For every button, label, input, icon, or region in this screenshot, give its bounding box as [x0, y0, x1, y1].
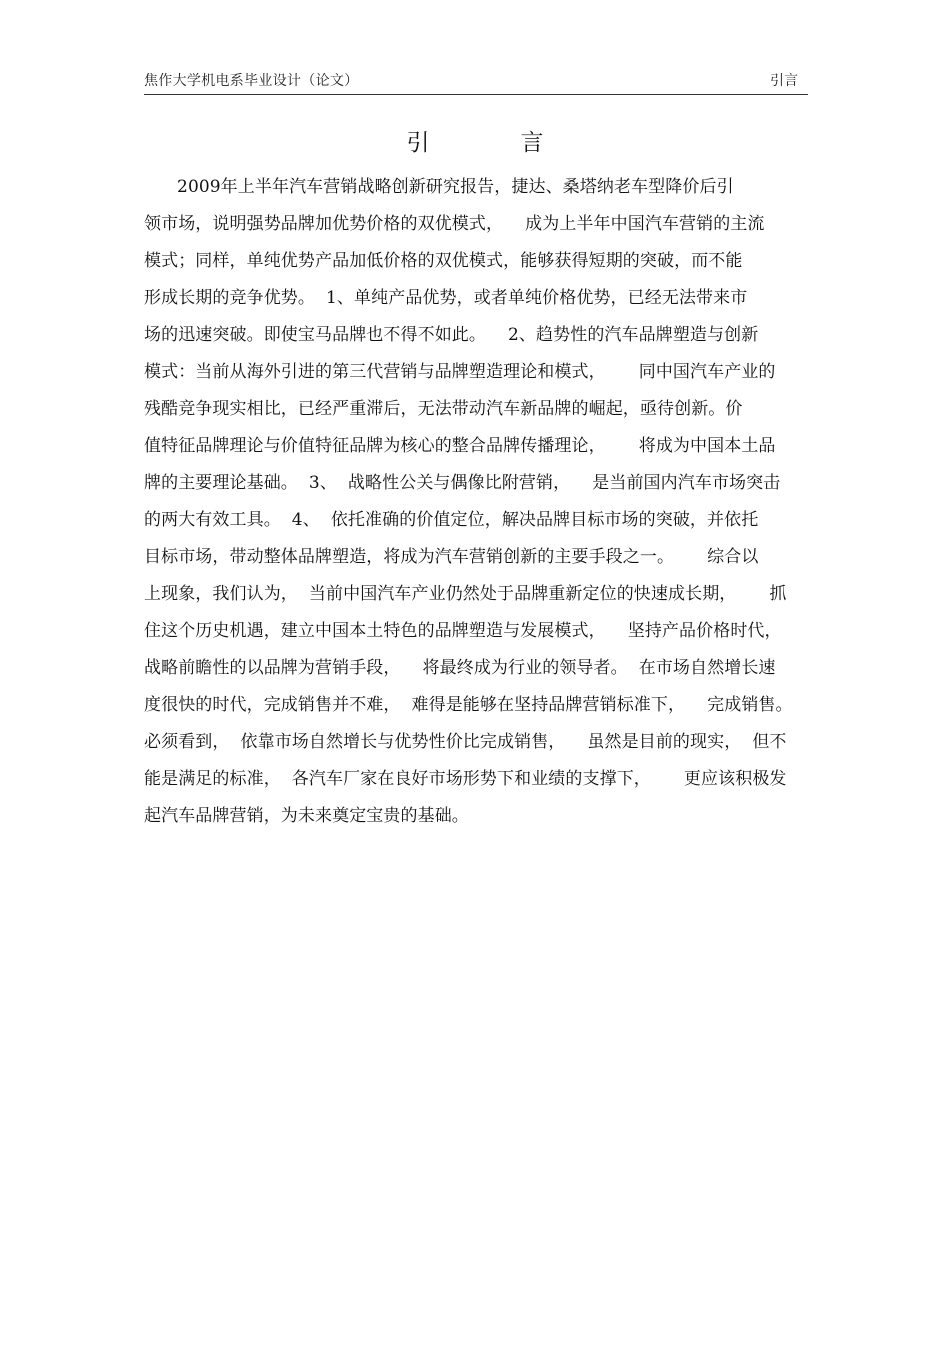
paragraph-line: 起汽车品牌营销，为未来奠定宝贵的基础。: [144, 806, 469, 826]
paragraph-line: 模式；同样，单纯优势产品加低价格的双优模式，能够获得短期的突破，而不能: [144, 251, 743, 271]
paragraph-line: 牌的主要理论基础。 3、 战略性公关与偶像比附营销， 是当前国内汽车市场突击: [144, 473, 781, 493]
paragraph-line: 度很快的时代，完成销售并不难， 难得是能够在坚持品牌营销标准下， 完成销售。: [144, 695, 793, 715]
header-section-title: 引言: [770, 73, 798, 89]
paragraph-line: 值特征品牌理论与价值特征品牌为核心的整合品牌传播理论， 将成为中国本土品: [144, 436, 776, 456]
page-header: [144, 68, 808, 95]
paragraph-line: 领市场，说明强势品牌加优势价格的双优模式， 成为上半年中国汽车营销的主流: [144, 214, 765, 234]
paragraph-line: 的两大有效工具。 4、 依托准确的价值定位，解决品牌目标市场的突破，并依托: [144, 510, 759, 530]
paragraph-line: 场的迅速突破。即使宝马品牌也不得不如此。 2、趋势性的汽车品牌塑造与创新: [144, 325, 759, 345]
paragraph-line: 模式：当前从海外引进的第三代营销与品牌塑造理论和模式， 同中国汽车产业的: [144, 362, 776, 382]
paragraph-line: 必须看到， 依靠市场自然增长与优势性价比完成销售， 虽然是目前的现实， 但不: [144, 732, 787, 752]
body-paragraph: [144, 169, 808, 835]
section-title: 引 言: [406, 130, 578, 156]
paragraph-line: 目标市场，带动整体品牌塑造，将成为汽车营销创新的主要手段之一。 综合以: [144, 547, 759, 567]
paragraph-line: 战略前瞻性的以品牌为营销手段， 将最终成为行业的领导者。 在市场自然增长速: [144, 658, 776, 678]
header-document-title: 焦作大学机电系毕业设计（论文）: [144, 73, 359, 89]
paragraph-line: 2009年上半年汽车营销战略创新研究报告，捷达、桑塔纳老车型降价后引: [144, 177, 734, 197]
paragraph-line: 住这个历史机遇，建立中国本土特色的品牌塑造与发展模式， 坚持产品价格时代，: [144, 621, 782, 641]
paragraph-line: 能是满足的标准， 各汽车厂家在良好市场形势下和业绩的支撑下， 更应该积极发: [144, 769, 787, 789]
paragraph-line: 形成长期的竞争优势。 1、单纯产品优势，或者单纯价格优势，已经无法带来市: [144, 288, 748, 308]
paragraph-line: 残酷竞争现实相比，已经严重滞后，无法带动汽车新品牌的崛起，亟待创新。价: [144, 399, 743, 419]
paragraph-line: 上现象，我们认为， 当前中国汽车产业仍然处于品牌重新定位的快速成长期， 抓: [144, 584, 787, 604]
